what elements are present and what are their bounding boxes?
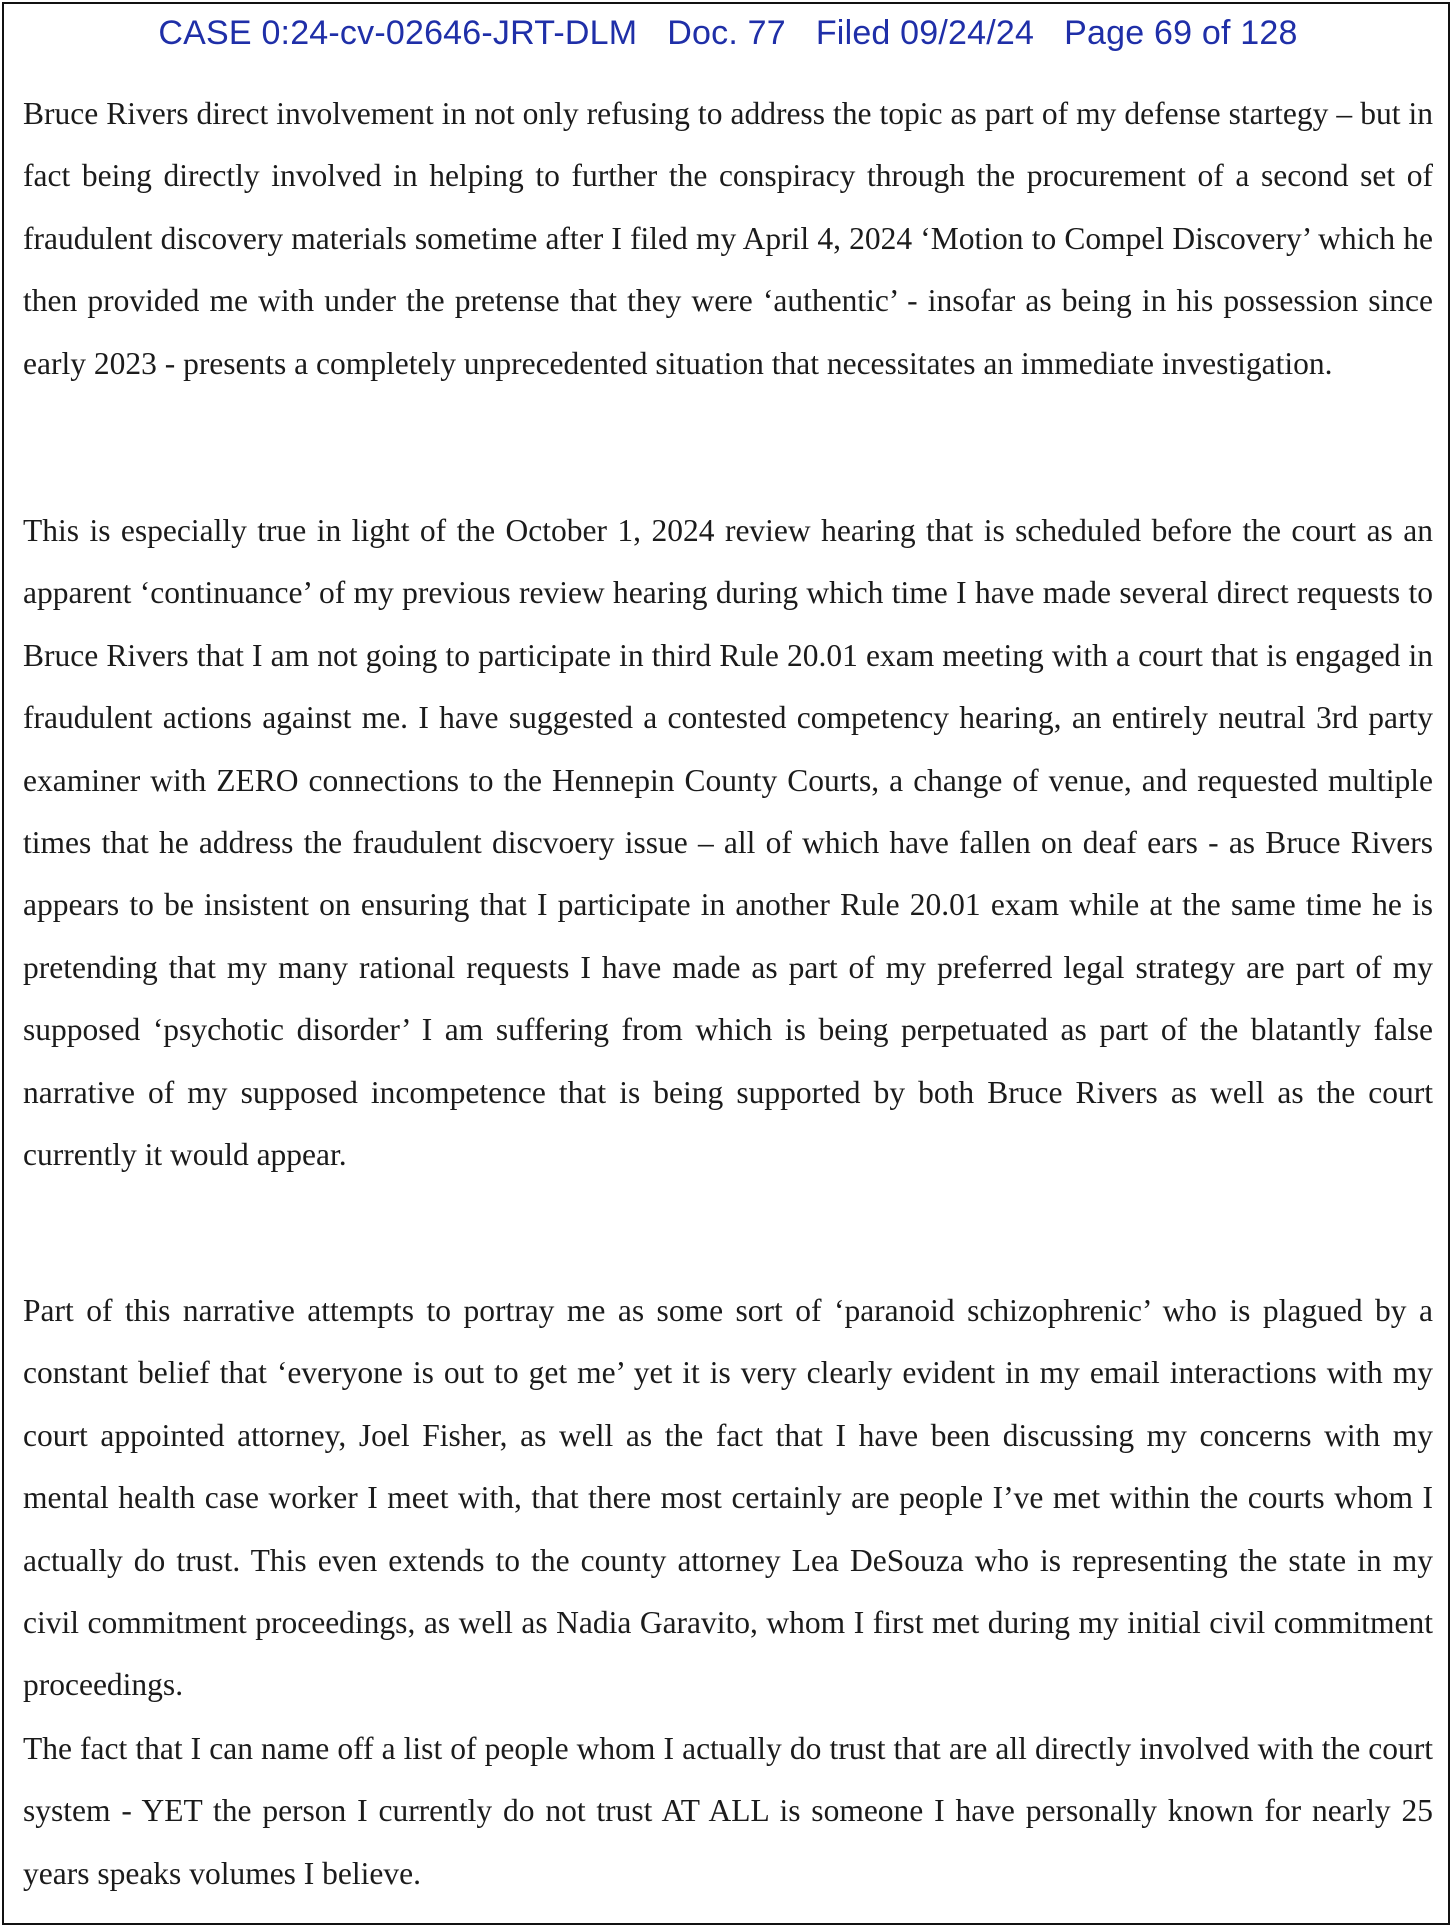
paragraph-4: The fact that I can name off a list of people whom I actually do trust that are all directly involved with the court system - YET the person I currently do not trust AT ALL is someone I have personally known for nearly 25 years speaks volumes I believe. [23,1731,1433,1891]
paragraph-3: Part of this narrative attempts to portray me as some sort of ‘paranoid schizophrenic’ who is plagued by a constant belief that ‘everyone is out to get me’ yet it is very clearly evident in my email interactions with my court appointed attorney, Joel Fisher, as well as the fact that I have been discussing my concerns with my mental health case worker I meet with, that there most certainly are people I’ve met within the courts whom I actually do trust. This even extends to the county attorney Lea DeSouza who is representing the state in my civil commitment proceedings, as well as Nadia Garavito, whom I first met during my initial civil commitment proceedings. [23,1293,1433,1703]
page-number: Page 69 of 128 [1064,14,1298,52]
case-number: CASE 0:24-cv-02646-JRT-DLM [158,14,638,52]
paragraph-2: This is especially true in light of the October 1, 2024 review hearing that is scheduled before the court as an apparent ‘continuance’ of my previous review hearing during which time I have made several direct requests to Bruce Rivers that I am not going to participate in third Rule 20.01 exam meeting with a court that is engaged in fraudulent actions against me. I have suggested a contested competency hearing, an entirely neutral 3rd party examiner with ZERO connections to the Hennepin County Courts, a change of venue, and requested multiple times that he address the fraudulent discvoery issue – all of which have fallen on deaf ears - as Bruce Rivers appears to be insistent on ensuring that I participate in another Rule 20.01 exam while at the same time he is pretending that my many rational requests I have made as part of my preferred legal strategy are part of my supposed ‘psychotic disorder’ I am suffering from which is being perpetuated as part of the blatantly false narrative of my supposed incompetence that is being supported by both Bruce Rivers as well as the court currently it would appear. [23,513,1433,1173]
paragraph-1: Bruce Rivers direct involvement in not only refusing to address the topic as part of my defense startegy – but in fact being directly involved in helping to further the conspiracy through the procurement of a second set of fraudulent discovery materials sometime after I filed my April 4, 2024 ‘Motion to Compel Discovery’ which he then provided me with under the pretense that they were ‘authentic’ - insofar as being in his possession since early 2023 - presents a completely unprecedented situation that necessitates an immediate investigation. [23,96,1433,381]
filed-date: Filed 09/24/24 [815,14,1035,52]
document-number: Doc. 77 [667,14,786,52]
case-header [0,14,1456,53]
